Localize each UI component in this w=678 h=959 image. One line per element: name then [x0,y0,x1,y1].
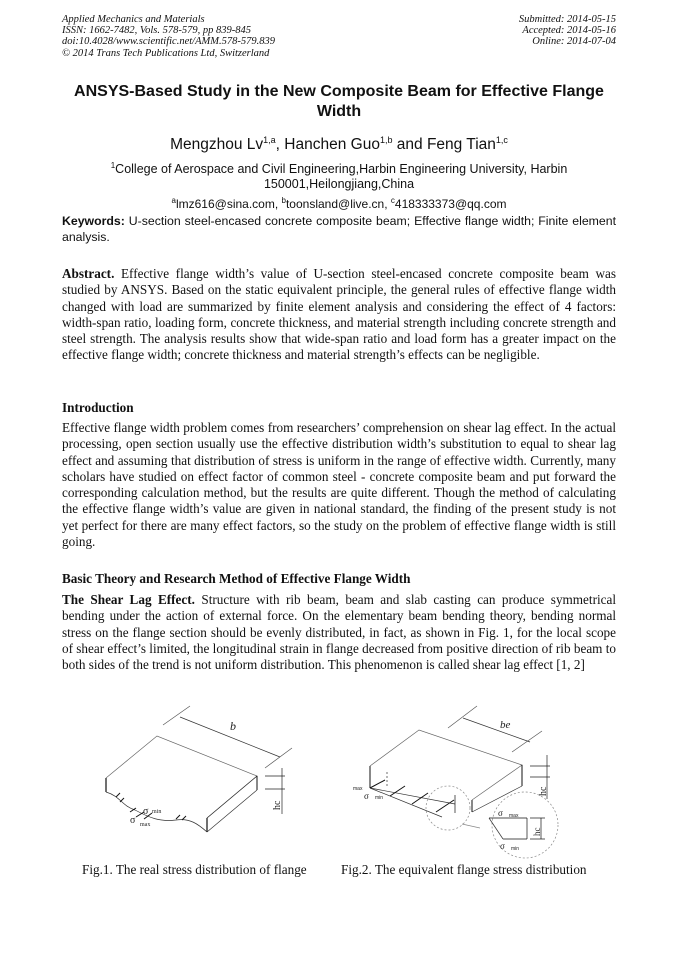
sigma-min-label: σ [143,806,149,817]
width-label: b [230,719,236,733]
affiliation [62,158,616,192]
abstract [62,266,616,364]
min-subscript: min [152,809,162,815]
doi: doi:10.4028/www.scientific.net/AMM.578-579.839 [62,36,275,48]
shear-lag-subheading: The Shear Lag Effect. [62,592,195,607]
author-name: Feng Tian [426,136,496,153]
abstract-text: Effective flange width’s value of U-section steel-encased concrete composite beam was studied by ANSYS. Based on the static equivalent principle, the general rules of effective flange width changed with load are summarized by finite element analysis and considering the effect of 4 factors: width-span ratio, loading form, concrete thickness, and material strength including concrete strength and steel strength. The analysis results show that wide-span ratio and load form has a greater impact on the effective flange width; concrete thickness and material strength’s effects can be negligible. [62,266,616,363]
author-list [62,131,616,154]
journal-name: Applied Mechanics and Materials [62,14,205,25]
author-sup: 1,a [263,135,276,145]
thickness-label: hc [538,786,549,796]
affiliation-sup: 1 [110,161,116,170]
max-subscript: max [140,822,151,828]
email-list: $^a$lmz616@sina.com, $^b$toonsland@live.cn, $^c$418333373@qq.com [171,196,507,211]
accepted-date: Accepted: 2014-05-16 [522,25,616,37]
author-name: Hanchen Guo [284,136,380,153]
section-heading-introduction: Introduction [62,400,134,415]
journal-info [62,14,275,59]
figure-2-caption: Fig.2. The equivalent flange stress distribution [341,862,587,877]
figure-2-equivalent-stress-diagram [350,700,600,860]
keywords-text: U-section steel-encased concrete composite beam; Effective flange width; Finite element analysis. [62,214,616,244]
author-name: Mengzhou Lv [170,136,264,153]
email-address[interactable]: lmz616@sina.com [175,197,275,211]
email-address[interactable]: 418333373@qq.com [394,197,507,211]
shear-lag-paragraph [62,592,616,673]
shear-lag-text: Structure with rib beam, beam and slab casting can produce symmetrical bending under the action of external force. On the elementary beam bending theory, bending normal stress on the flange section should be evenly distributed, in fact, as shown in Fig. 1, for the local scope of shear effect’s limited, the longitudinal strain in flange decreased from positive direction of rib beam to both sides of the trend is not uniform distribution. This phenomenon is called shear lag effect [1, 2] [62,592,616,673]
email-sup: b [281,196,286,205]
author-sup: 1,b [379,135,393,145]
submission-dates [519,14,616,48]
copyright: © 2014 Trans Tech Publications Ltd, Switzerland [62,47,270,59]
sigma-min-label: σ [364,791,369,801]
author-separator: , [275,136,285,153]
inset-max-subscript: max [509,813,519,819]
abstract-label: Abstract. [62,266,115,281]
issn: ISSN: 1662-7482, Vols. 578-579, pp 839-845 [62,25,251,37]
paper-title: ANSYS-Based Study in the New Composite Beam for Effective Flange Width [74,83,604,120]
inset-min-subscript: min [511,846,520,852]
inset-sigma-max-label: σ [498,808,503,818]
keywords [62,213,616,245]
keywords-label: Keywords: [62,214,125,228]
sigma-max-label: σ [130,815,136,826]
email-address[interactable]: toonsland@live.cn [285,197,385,211]
min-subscript: min [375,795,384,801]
section-heading-basic-theory: Basic Theory and Research Method of Effective Flange Width [62,571,411,586]
inset-sigma-min-label: σ [500,841,505,851]
figure-1-caption: Fig.1. The real stress distribution of flange [82,862,307,877]
width-label: be [500,719,511,731]
online-date: Online: 2014-07-04 [532,36,616,48]
author-sup: 1,c [495,135,508,145]
affiliation-text: College of Aerospace and Civil Engineering,Harbin Engineering University, Harbin 150001,Heilongjiang,China [115,162,568,191]
submitted-date: Submitted: 2014-05-15 [518,14,616,25]
introduction-text: Effective flange width problem comes from researchers’ comprehension on shear lag effect. In the actual processing, open section usually use the effective distribution width’s substitution to equal to shear lag effect and assuming that distribution of stress is uniform in the range of effective width. Currently, many scholars have studied on effect factor of common steel - concrete composite beam and put forward the corresponding calculation method, but the results are quite different. Though the method of calculating the effective flange width’s value are given in national standard, the finding of the present study is not yet perfect for there are many effect factors, so the study on the problem of effective flange width is still going. [62,420,616,550]
email-sup: c [390,196,395,205]
figure-1-real-stress-diagram [80,700,320,850]
thickness-label: hc [272,800,283,810]
email-sup: a [171,196,176,205]
author-separator: and [392,136,427,153]
inset-thickness-label: hc [532,827,542,836]
max-subscript: max [353,786,363,792]
